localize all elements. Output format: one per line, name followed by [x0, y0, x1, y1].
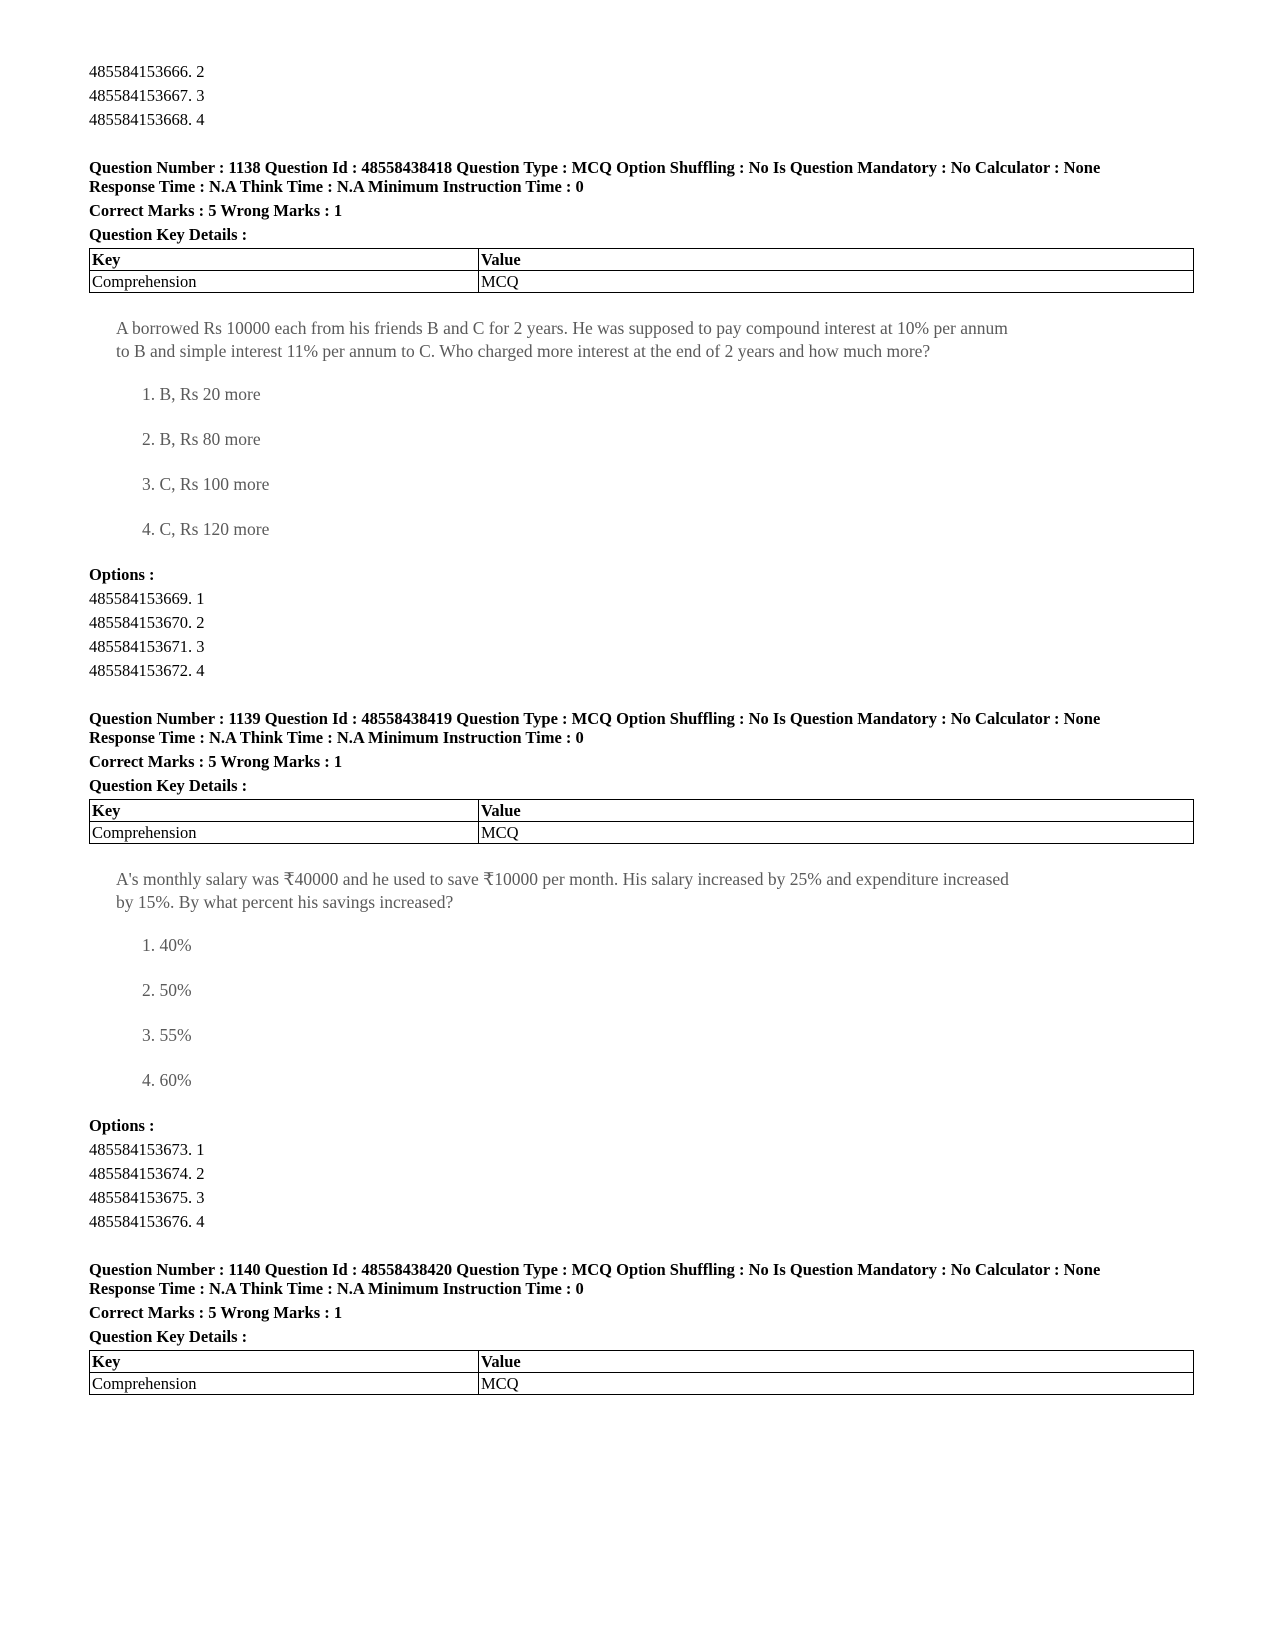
table-cell-key: Comprehension	[90, 1373, 479, 1395]
question-text: A borrowed Rs 10000 each from his friends B and C for 2 years. He was supposed to pay compound interest at 10% per annum to B and simple interest 11% per annum to C. Who charged more interest at the end of 2 years and how much more?	[116, 318, 1008, 361]
choice-list	[142, 383, 1189, 563]
key-details-label: Question Key Details :	[89, 225, 248, 244]
table-header-value: Value	[479, 1351, 1194, 1373]
key-details-label: Question Key Details :	[89, 1327, 248, 1346]
option-row: 485584153673. 1	[89, 1140, 205, 1159]
choice-item: 2. 50%	[142, 980, 192, 1000]
table-cell-value: MCQ	[479, 822, 1194, 844]
question-block	[89, 1260, 1189, 1395]
choice-item: 3. 55%	[142, 1025, 192, 1045]
table-header-key: Key	[90, 249, 479, 271]
option-row: 485584153670. 2	[89, 613, 205, 632]
key-details-table	[89, 248, 1194, 293]
option-row: 485584153669. 1	[89, 589, 205, 608]
marks-line: Correct Marks : 5 Wrong Marks : 1	[89, 201, 343, 220]
table-header-key: Key	[90, 800, 479, 822]
question-block	[89, 709, 1189, 1234]
marks-line: Correct Marks : 5 Wrong Marks : 1	[89, 1303, 343, 1322]
key-details-table	[89, 1350, 1194, 1395]
key-details-label: Question Key Details :	[89, 776, 248, 795]
option-row: 485584153674. 2	[89, 1164, 205, 1183]
table-cell-value: MCQ	[479, 1373, 1194, 1395]
choice-item: 4. C, Rs 120 more	[142, 519, 270, 539]
document-page	[89, 60, 1189, 1395]
choice-item: 2. B, Rs 80 more	[142, 429, 261, 449]
table-header-value: Value	[479, 249, 1194, 271]
option-row: 485584153667. 3	[89, 86, 205, 105]
options-list	[89, 587, 1189, 683]
option-row: 485584153671. 3	[89, 637, 205, 656]
question-header: Question Number : 1138 Question Id : 48558438418 Question Type : MCQ Option Shuffling : No Is Question Mandatory : No Calculator : None Response Time : N.A Think Time : N.A Minimum Instruction Time : 0	[89, 158, 1101, 196]
choice-item: 1. B, Rs 20 more	[142, 384, 261, 404]
choice-list	[142, 934, 1189, 1114]
previous-options-list	[89, 60, 1189, 132]
question-block	[89, 158, 1189, 683]
option-row: 485584153672. 4	[89, 661, 205, 680]
choice-item: 3. C, Rs 100 more	[142, 474, 270, 494]
options-list	[89, 1138, 1189, 1234]
choice-item: 1. 40%	[142, 935, 192, 955]
options-label: Options :	[89, 1116, 155, 1135]
table-cell-key: Comprehension	[90, 822, 479, 844]
question-image	[116, 868, 1189, 1114]
question-header: Question Number : 1140 Question Id : 48558438420 Question Type : MCQ Option Shuffling : No Is Question Mandatory : No Calculator : None Response Time : N.A Think Time : N.A Minimum Instruction Time : 0	[89, 1260, 1101, 1298]
marks-line: Correct Marks : 5 Wrong Marks : 1	[89, 752, 343, 771]
option-row: 485584153676. 4	[89, 1212, 205, 1231]
table-header-key: Key	[90, 1351, 479, 1373]
question-header: Question Number : 1139 Question Id : 48558438419 Question Type : MCQ Option Shuffling : No Is Question Mandatory : No Calculator : None Response Time : N.A Think Time : N.A Minimum Instruction Time : 0	[89, 709, 1101, 747]
table-cell-value: MCQ	[479, 271, 1194, 293]
question-image	[116, 317, 1189, 563]
options-label: Options :	[89, 565, 155, 584]
question-text: A's monthly salary was ₹40000 and he used to save ₹10000 per month. His salary increased by 25% and expenditure increased by 15%. By what percent his savings increased?	[116, 869, 1009, 912]
table-header-value: Value	[479, 800, 1194, 822]
option-row: 485584153666. 2	[89, 62, 205, 81]
table-cell-key: Comprehension	[90, 271, 479, 293]
key-details-table	[89, 799, 1194, 844]
option-row: 485584153675. 3	[89, 1188, 205, 1207]
choice-item: 4. 60%	[142, 1070, 192, 1090]
option-row: 485584153668. 4	[89, 110, 205, 129]
